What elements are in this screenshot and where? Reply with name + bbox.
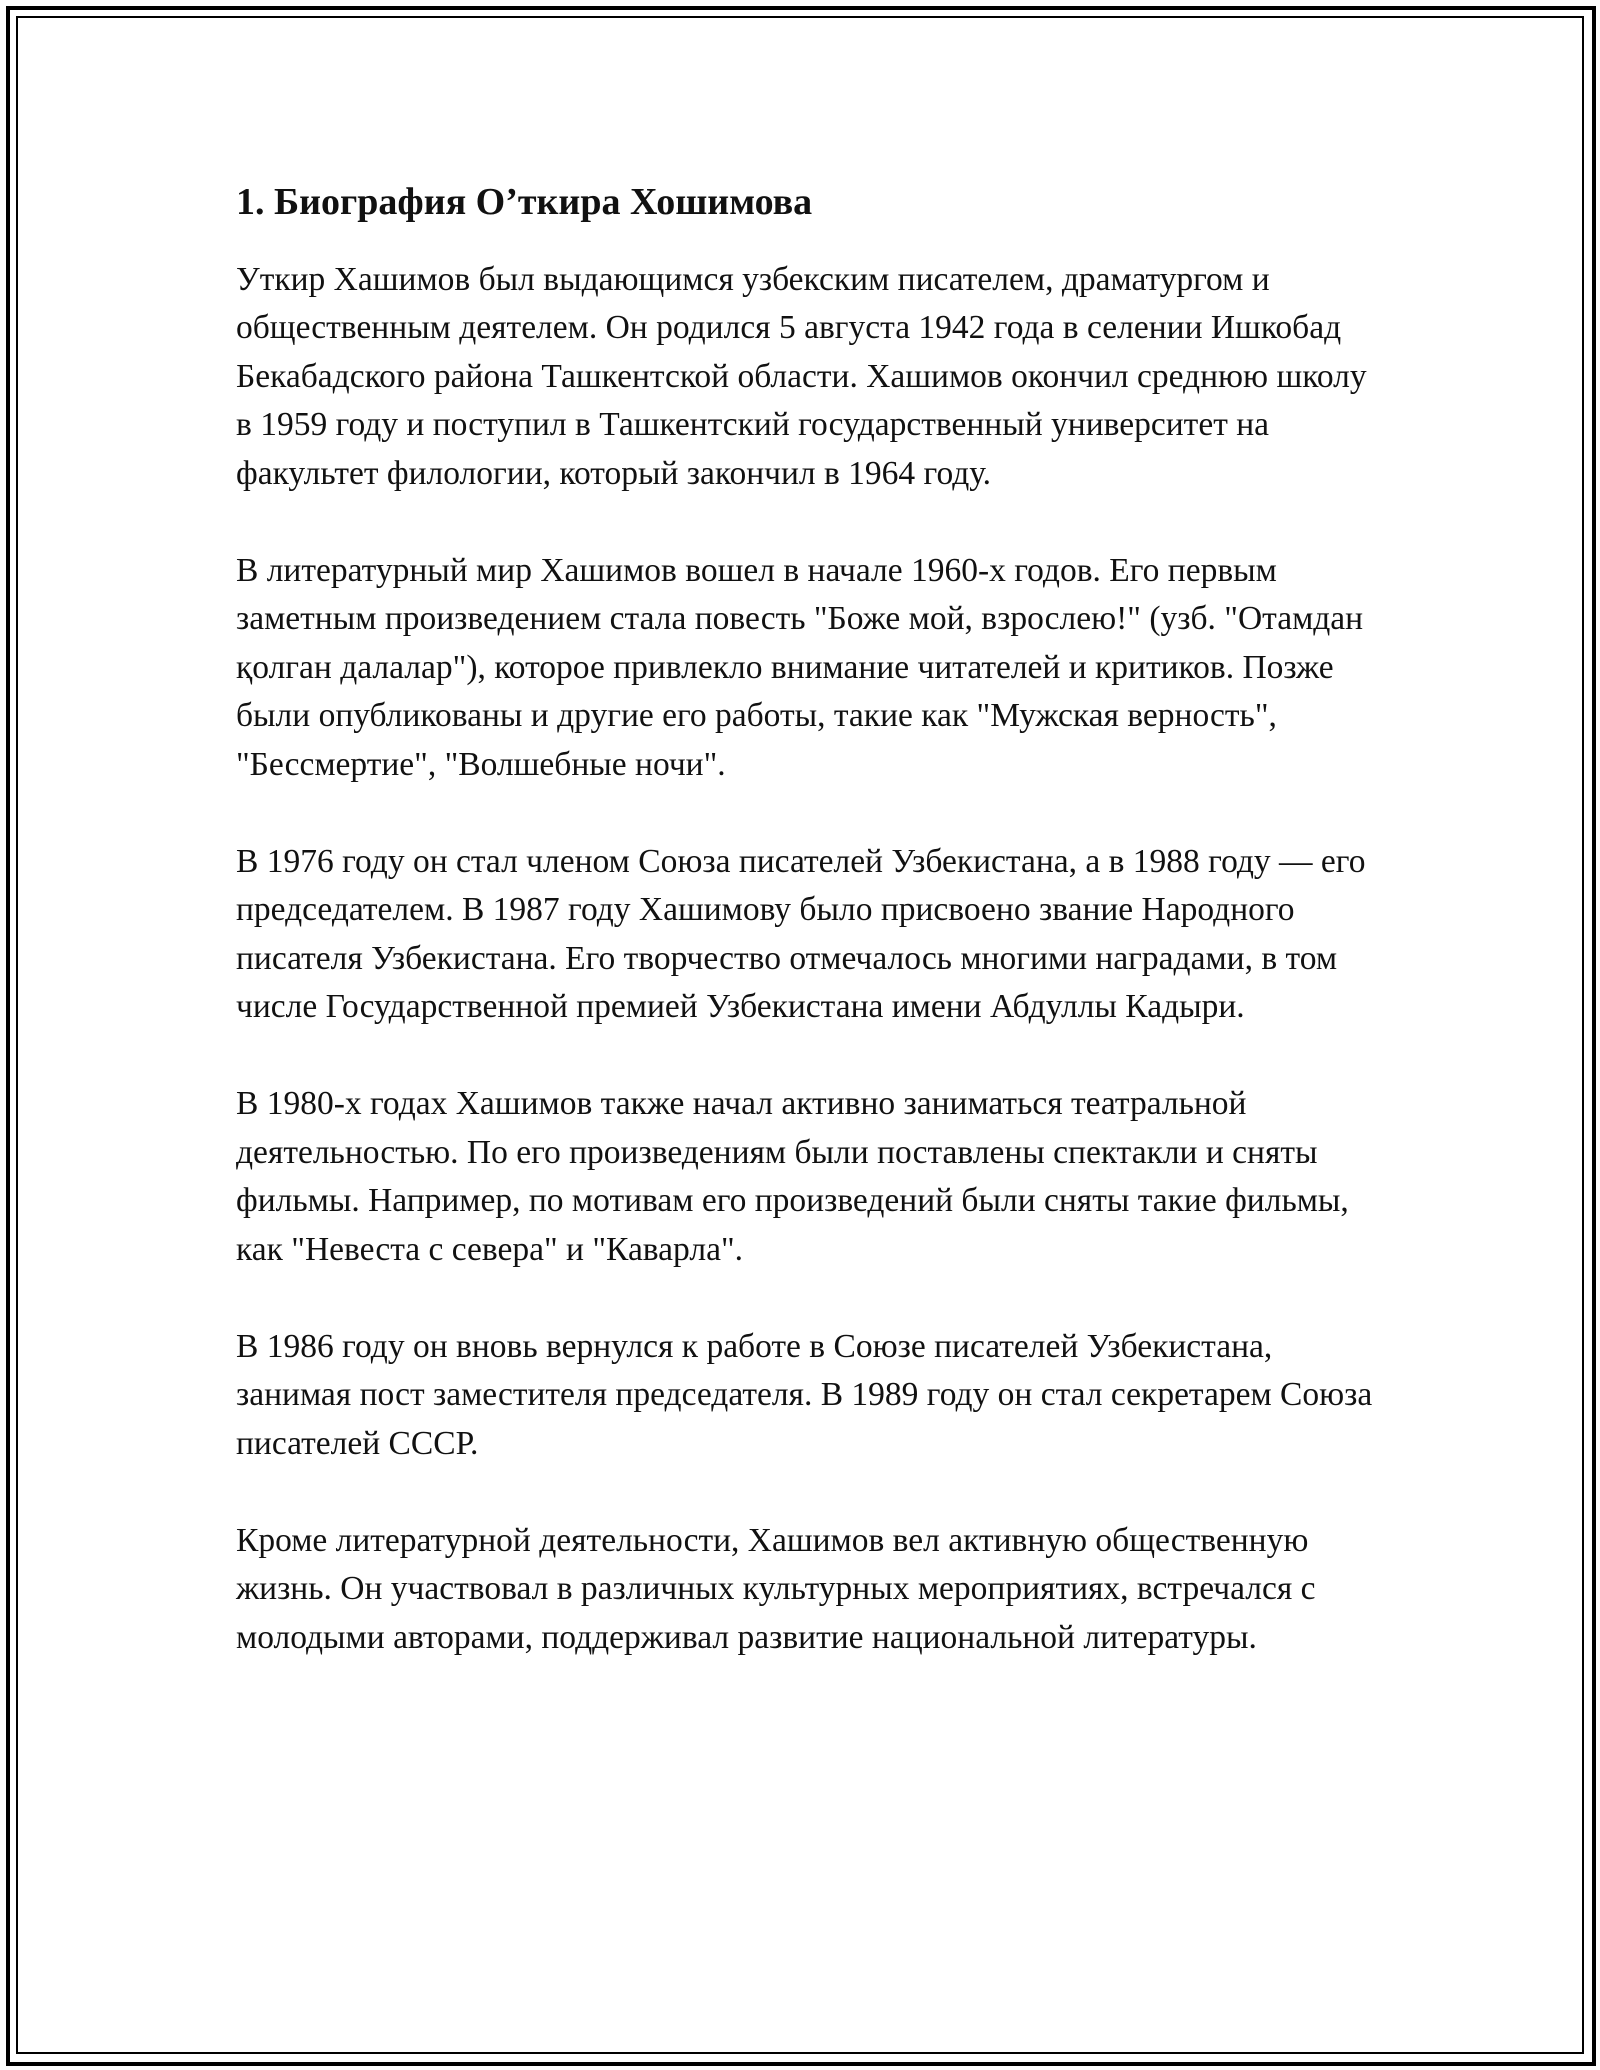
paragraph-literary-debut: В литературный мир Хашимов вошел в начале 1960-х годов. Его первым заметным произведением стала повесть "Боже мой, взрослею!" (узб. "Отамдан қолган далалар"), которое привлекло внимание читателей и критиков. Позже были опубликованы и другие его работы, такие как "Мужская верность", "Бессмертие", "Волшебные ночи". [236, 551, 1364, 783]
paragraph-writers-union: В 1976 году он стал членом Союза писателей Узбекистана, а в 1988 году — его председателем. В 1987 году Хашимову было присвоено звание Народного писателя Узбекистана. Его творчество отмечалось многими наградами, в том числе Государственной премией Узбекистана имени Абдуллы Кадыри. [236, 842, 1366, 1026]
paragraph-public-life: Кроме литературной деятельности, Хашимов вел активную общественную жизнь. Он участвовал в различных культурных мероприятиях, встречался с молодыми авторами, поддерживал развитие национальной литературы. [236, 1521, 1316, 1656]
section-title: 1. Биография О’ткира Хошимова [236, 181, 813, 223]
paragraph-early-life: Уткир Хашимов был выдающимся узбекским писателем, драматургом и общественным деятелем. Он родился 5 августа 1942 года в селении Ишкобад Бекабадского района Ташкентской области. Хашимов окончил среднюю школу в 1959 году и поступил в Ташкентский государственный университет на факультет филологии, который закончил в 1964 году. [236, 260, 1367, 492]
document-body [236, 180, 1376, 1711]
paragraph-union-return: В 1986 году он вновь вернулся к работе в Союзе писателей Узбекистана, занимая пост заместителя председателя. В 1989 году он стал секретарем Союза писателей СССР. [236, 1327, 1373, 1462]
paragraph-theatre-film: В 1980-х годах Хашимов также начал активно заниматься театральной деятельностью. По его произведениям были поставлены спектакли и сняты фильмы. Например, по мотивам его произведений были сняты такие фильмы, как "Невеста с севера" и "Каварла". [236, 1085, 1349, 1268]
